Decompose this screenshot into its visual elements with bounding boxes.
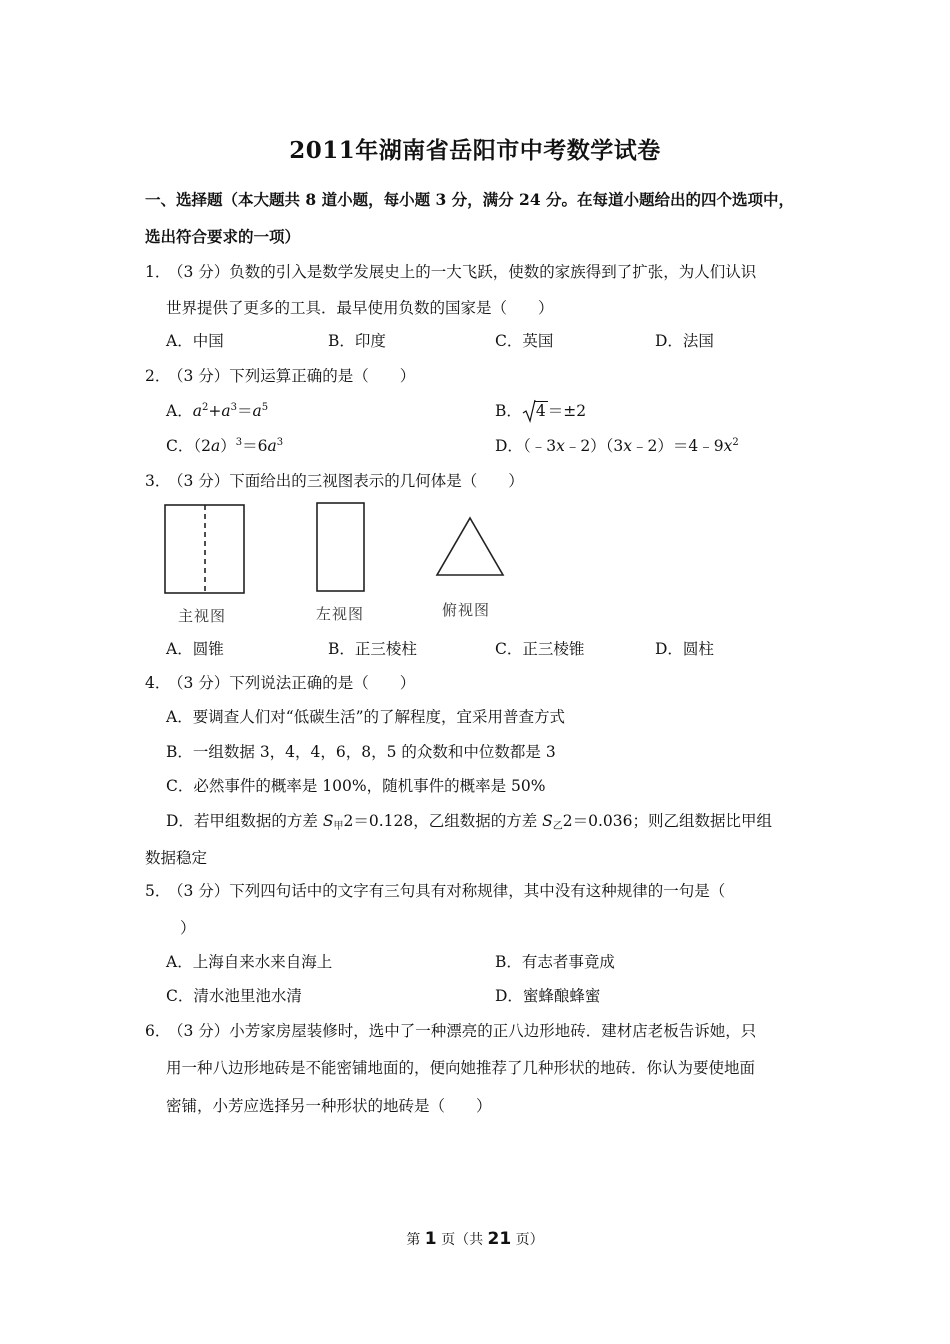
- q3-option-a: A．圆锥: [166, 640, 224, 658]
- variance-sub-1: 甲: [333, 821, 344, 832]
- q4-option-c: C．必然事件的概率是 100%，随机事件的概率是 50%: [166, 777, 546, 795]
- side-view-label: 左视图: [316, 605, 365, 623]
- q4-option-d-line2: 数据稳定: [145, 849, 208, 867]
- q2-stem: （3 分）下列运算正确的是（ ）: [168, 367, 416, 385]
- footer-suffix: 页）: [511, 1232, 544, 1248]
- q3-number: 3．: [145, 472, 171, 490]
- q2-option-d-label: D．: [495, 437, 523, 455]
- q4-option-d-part1: D．若甲组数据的方差: [166, 812, 323, 830]
- q6-stem-line1: （3 分）小芳家房屋装修时，选中了一种漂亮的正八边形地砖．建材店老板告诉她，只: [168, 1022, 757, 1040]
- q5-option-c: C．清水池里池水清: [166, 987, 302, 1005]
- q4-option-a: A．要调查人们对“低碳生活”的了解程度，宜采用普查方式: [166, 708, 566, 726]
- q6-number: 6．: [145, 1022, 171, 1040]
- q3-option-b: B．正三棱柱: [328, 640, 417, 658]
- q1-stem-line2: 世界提供了更多的工具．最早使用负数的国家是（ ）: [166, 299, 554, 317]
- q4-stem: （3 分）下列说法正确的是（ ）: [168, 674, 416, 692]
- footer-prefix: 第: [406, 1232, 425, 1248]
- q2-number: 2．: [145, 367, 171, 385]
- q2-option-a: A．$a^2+a^3=a^5$: [166, 402, 269, 420]
- page-title: 2011年湖南省岳阳市中考数学试卷: [289, 137, 661, 164]
- q2-option-c-label: C．: [166, 437, 194, 455]
- q2-option-d: D．$(﹣3x﹣2)(3x﹣2)=4﹣9x^2$: [495, 437, 739, 455]
- q2-option-b-rest: ＝±2: [547, 402, 587, 420]
- sqrt-symbol: [522, 401, 548, 421]
- section-header-line1: 一、选择题（本大题共 8 道小题，每小题 3 分，满分 24 分。在每道小题给出的四个选项中，: [145, 190, 795, 209]
- q5-option-b: B．有志者事竟成: [495, 953, 615, 971]
- q4-option-d-part2: 2＝0.128，乙组数据的方差: [343, 812, 543, 830]
- q5-option-a: A．上海自来水来自海上: [166, 953, 333, 971]
- q2-option-c: C．$(2a)^3=6a^3$: [166, 437, 284, 455]
- q2-option-b-label: B．: [495, 402, 522, 420]
- q5-stem-line1: （3 分）下列四句话中的文字有三句具有对称规律，其中没有这种规律的一句是（: [168, 882, 726, 900]
- three-views-figure: [160, 500, 520, 595]
- variance-symbol-1: S: [322, 812, 334, 830]
- q1-option-d: D．法国: [655, 332, 714, 350]
- q5-number: 5．: [145, 882, 171, 900]
- q1-number: 1．: [145, 263, 171, 281]
- footer-total-pages: 21: [487, 1229, 512, 1249]
- q4-option-d-part3: 2＝0.036；则乙组数据比甲组: [562, 812, 773, 830]
- q2-option-b-radicand: 4: [535, 402, 546, 420]
- footer-page-number: 1: [424, 1229, 437, 1249]
- page-footer: [0, 1229, 950, 1249]
- q2-option-b: [495, 401, 586, 421]
- q6-stem-line3: 密铺，小芳应选择另一种形状的地砖是（ ）: [166, 1097, 492, 1115]
- q4-number: 4．: [145, 674, 171, 692]
- front-view-label: 主视图: [178, 607, 227, 625]
- q5-stem-line2: ）: [180, 919, 196, 937]
- q6-stem-line2: 用一种八边形地砖是不能密铺地面的，便向她推荐了几种形状的地砖．你认为要使地面: [166, 1059, 756, 1077]
- q4-option-d: [166, 811, 772, 831]
- section-header-line2: 选出符合要求的一项）: [145, 227, 301, 246]
- top-view-label: 俯视图: [442, 601, 491, 619]
- variance-sub-2: 乙: [552, 821, 563, 832]
- front-view: [165, 505, 244, 593]
- q3-stem: （3 分）下面给出的三视图表示的几何体是（ ）: [168, 472, 524, 490]
- q2-option-a-label: A．: [166, 402, 193, 420]
- q1-option-b: B．印度: [328, 332, 386, 350]
- q1-option-a: A．中国: [166, 332, 224, 350]
- side-view: [317, 503, 364, 591]
- q1-option-c: C．英国: [495, 332, 554, 350]
- footer-middle: 页（共: [436, 1232, 488, 1248]
- q4-option-b: B．一组数据 3，4，4，6，8，5 的众数和中位数都是 3: [166, 743, 556, 761]
- q3-option-c: C．正三棱锥: [495, 640, 585, 658]
- q1-stem-line1: （3 分）负数的引入是数学发展史上的一大飞跃，使数的家族得到了扩张，为人们认识: [168, 263, 757, 281]
- q5-option-d: D．蜜蜂酿蜂蜜: [495, 987, 601, 1005]
- q3-option-d: D．圆柱: [655, 640, 714, 658]
- top-view: [437, 518, 503, 575]
- variance-symbol-2: S: [542, 812, 553, 830]
